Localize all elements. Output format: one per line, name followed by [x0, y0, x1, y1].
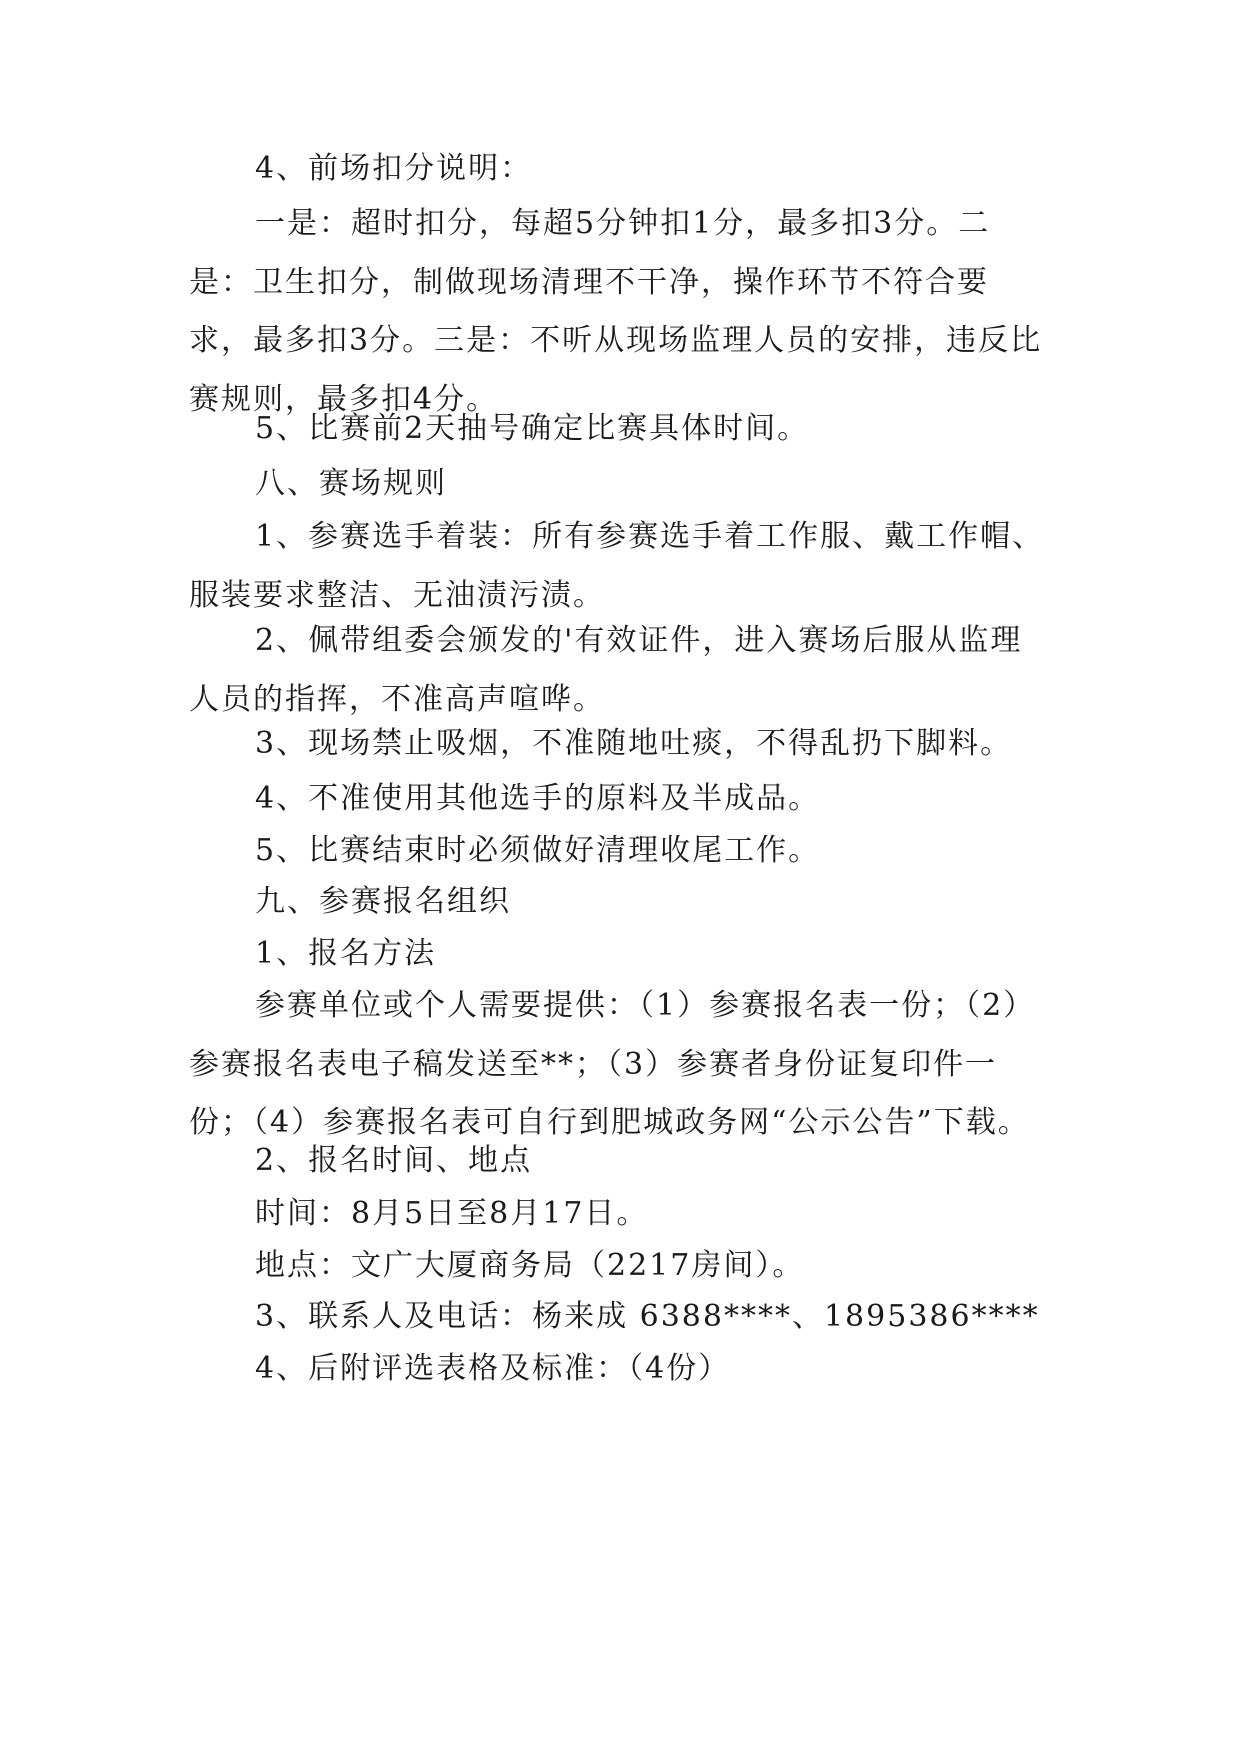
- paragraph: 2、佩带组委会颁发的'有效证件，进入赛场后服从监理人员的指挥，不准高声喧哗。: [189, 623, 1023, 717]
- paragraph: 4、不准使用其他选手的原料及半成品。: [255, 781, 821, 816]
- paragraph: 时间：8月5日至8月17日。: [255, 1196, 649, 1231]
- paragraph: 3、现场禁止吸烟，不准随地吐痰，不得乱扔下脚料。: [255, 726, 1013, 761]
- paragraph: 参赛单位或个人需要提供：（1）参赛报名表一份；（2）参赛报名表电子稿发送至**；（3）参赛者身份证复印件一份；（4）参赛报名表可自行到肥城政务网“公示公告”下载。: [189, 988, 1036, 1140]
- paragraph: 一是：超时扣分，每超5分钟扣1分，最多扣3分。二是：卫生扣分，制做现场清理不干净，操作环节不符合要求，最多扣3分。三是：不听从现场监理人员的安排，违反比赛规则，最多扣4分。: [189, 206, 1043, 417]
- paragraph: 2、报名时间、地点: [255, 1143, 533, 1178]
- paragraph: 地点：文广大厦商务局（2217房间）。: [255, 1248, 805, 1283]
- paragraph: 1、报名方法: [255, 936, 437, 971]
- paragraph: 5、比赛结束时必须做好清理收尾工作。: [255, 833, 821, 868]
- paragraph: 1、参赛选手着装：所有参赛选手着工作服、戴工作帽、服装要求整洁、无油渍污渍。: [189, 519, 1045, 613]
- section-heading: 八、赛场规则: [255, 466, 447, 501]
- paragraph: 4、前场扣分说明：: [255, 151, 533, 186]
- paragraph: 3、联系人及电话：杨来成 6388****、1895386****: [255, 1299, 1040, 1334]
- paragraph: 5、比赛前2天抽号确定比赛具体时间。: [255, 411, 810, 446]
- paragraph: 4、后附评选表格及标准：（4份）: [255, 1351, 731, 1386]
- section-heading: 九、参赛报名组织: [255, 884, 511, 919]
